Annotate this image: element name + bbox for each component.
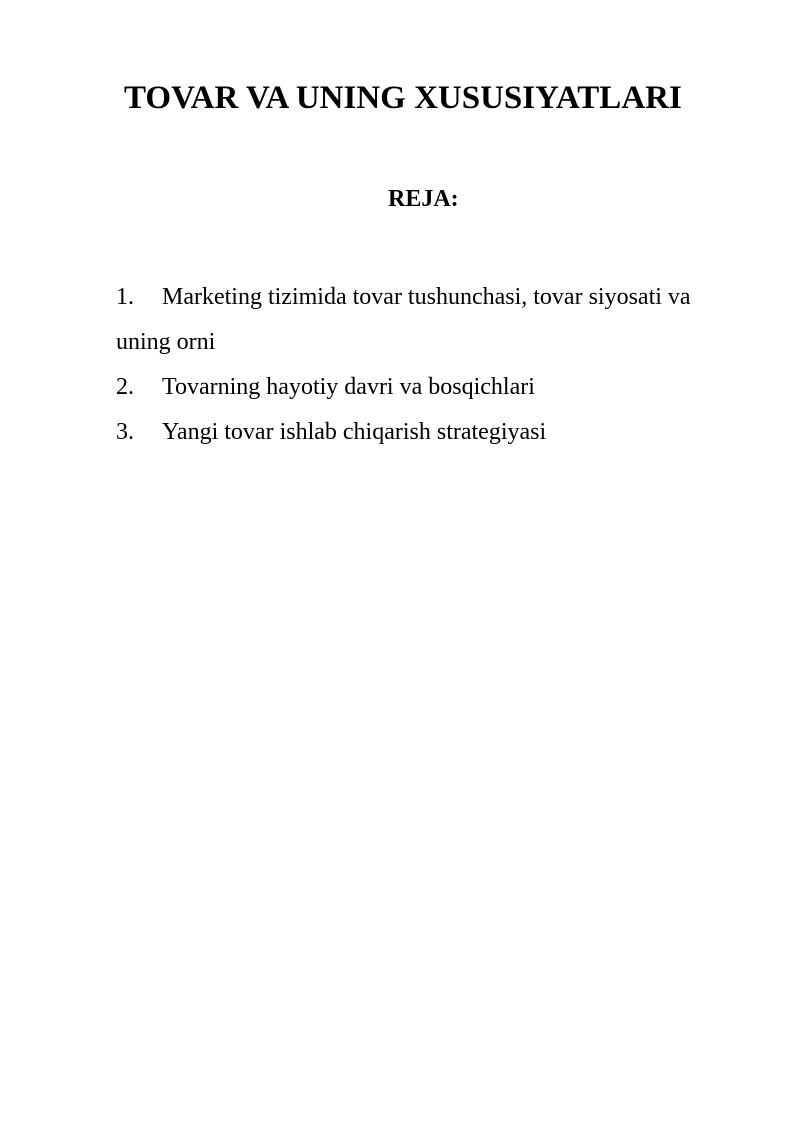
plan-item-text: Yangi tovar ishlab chiqarish strategiyasi [162, 419, 547, 445]
page-title: TOVAR VA UNING XUSUSIYATLARI [124, 80, 682, 116]
plan-item-text: Tovarning hayotiy davri va bosqichlari [162, 374, 535, 400]
plan-item-2 [116, 365, 736, 410]
plan-list [116, 275, 736, 455]
plan-item-text: Marketing tizimida tovar tushunchasi, tovar siyosati va uning orni [116, 284, 691, 355]
plan-item-1 [116, 275, 736, 365]
plan-item-3 [116, 410, 736, 455]
plan-item-number: 1. [116, 284, 134, 310]
plan-item-number: 3. [116, 419, 134, 445]
plan-item-number: 2. [116, 374, 134, 400]
plan-heading: REJA: [388, 186, 459, 212]
